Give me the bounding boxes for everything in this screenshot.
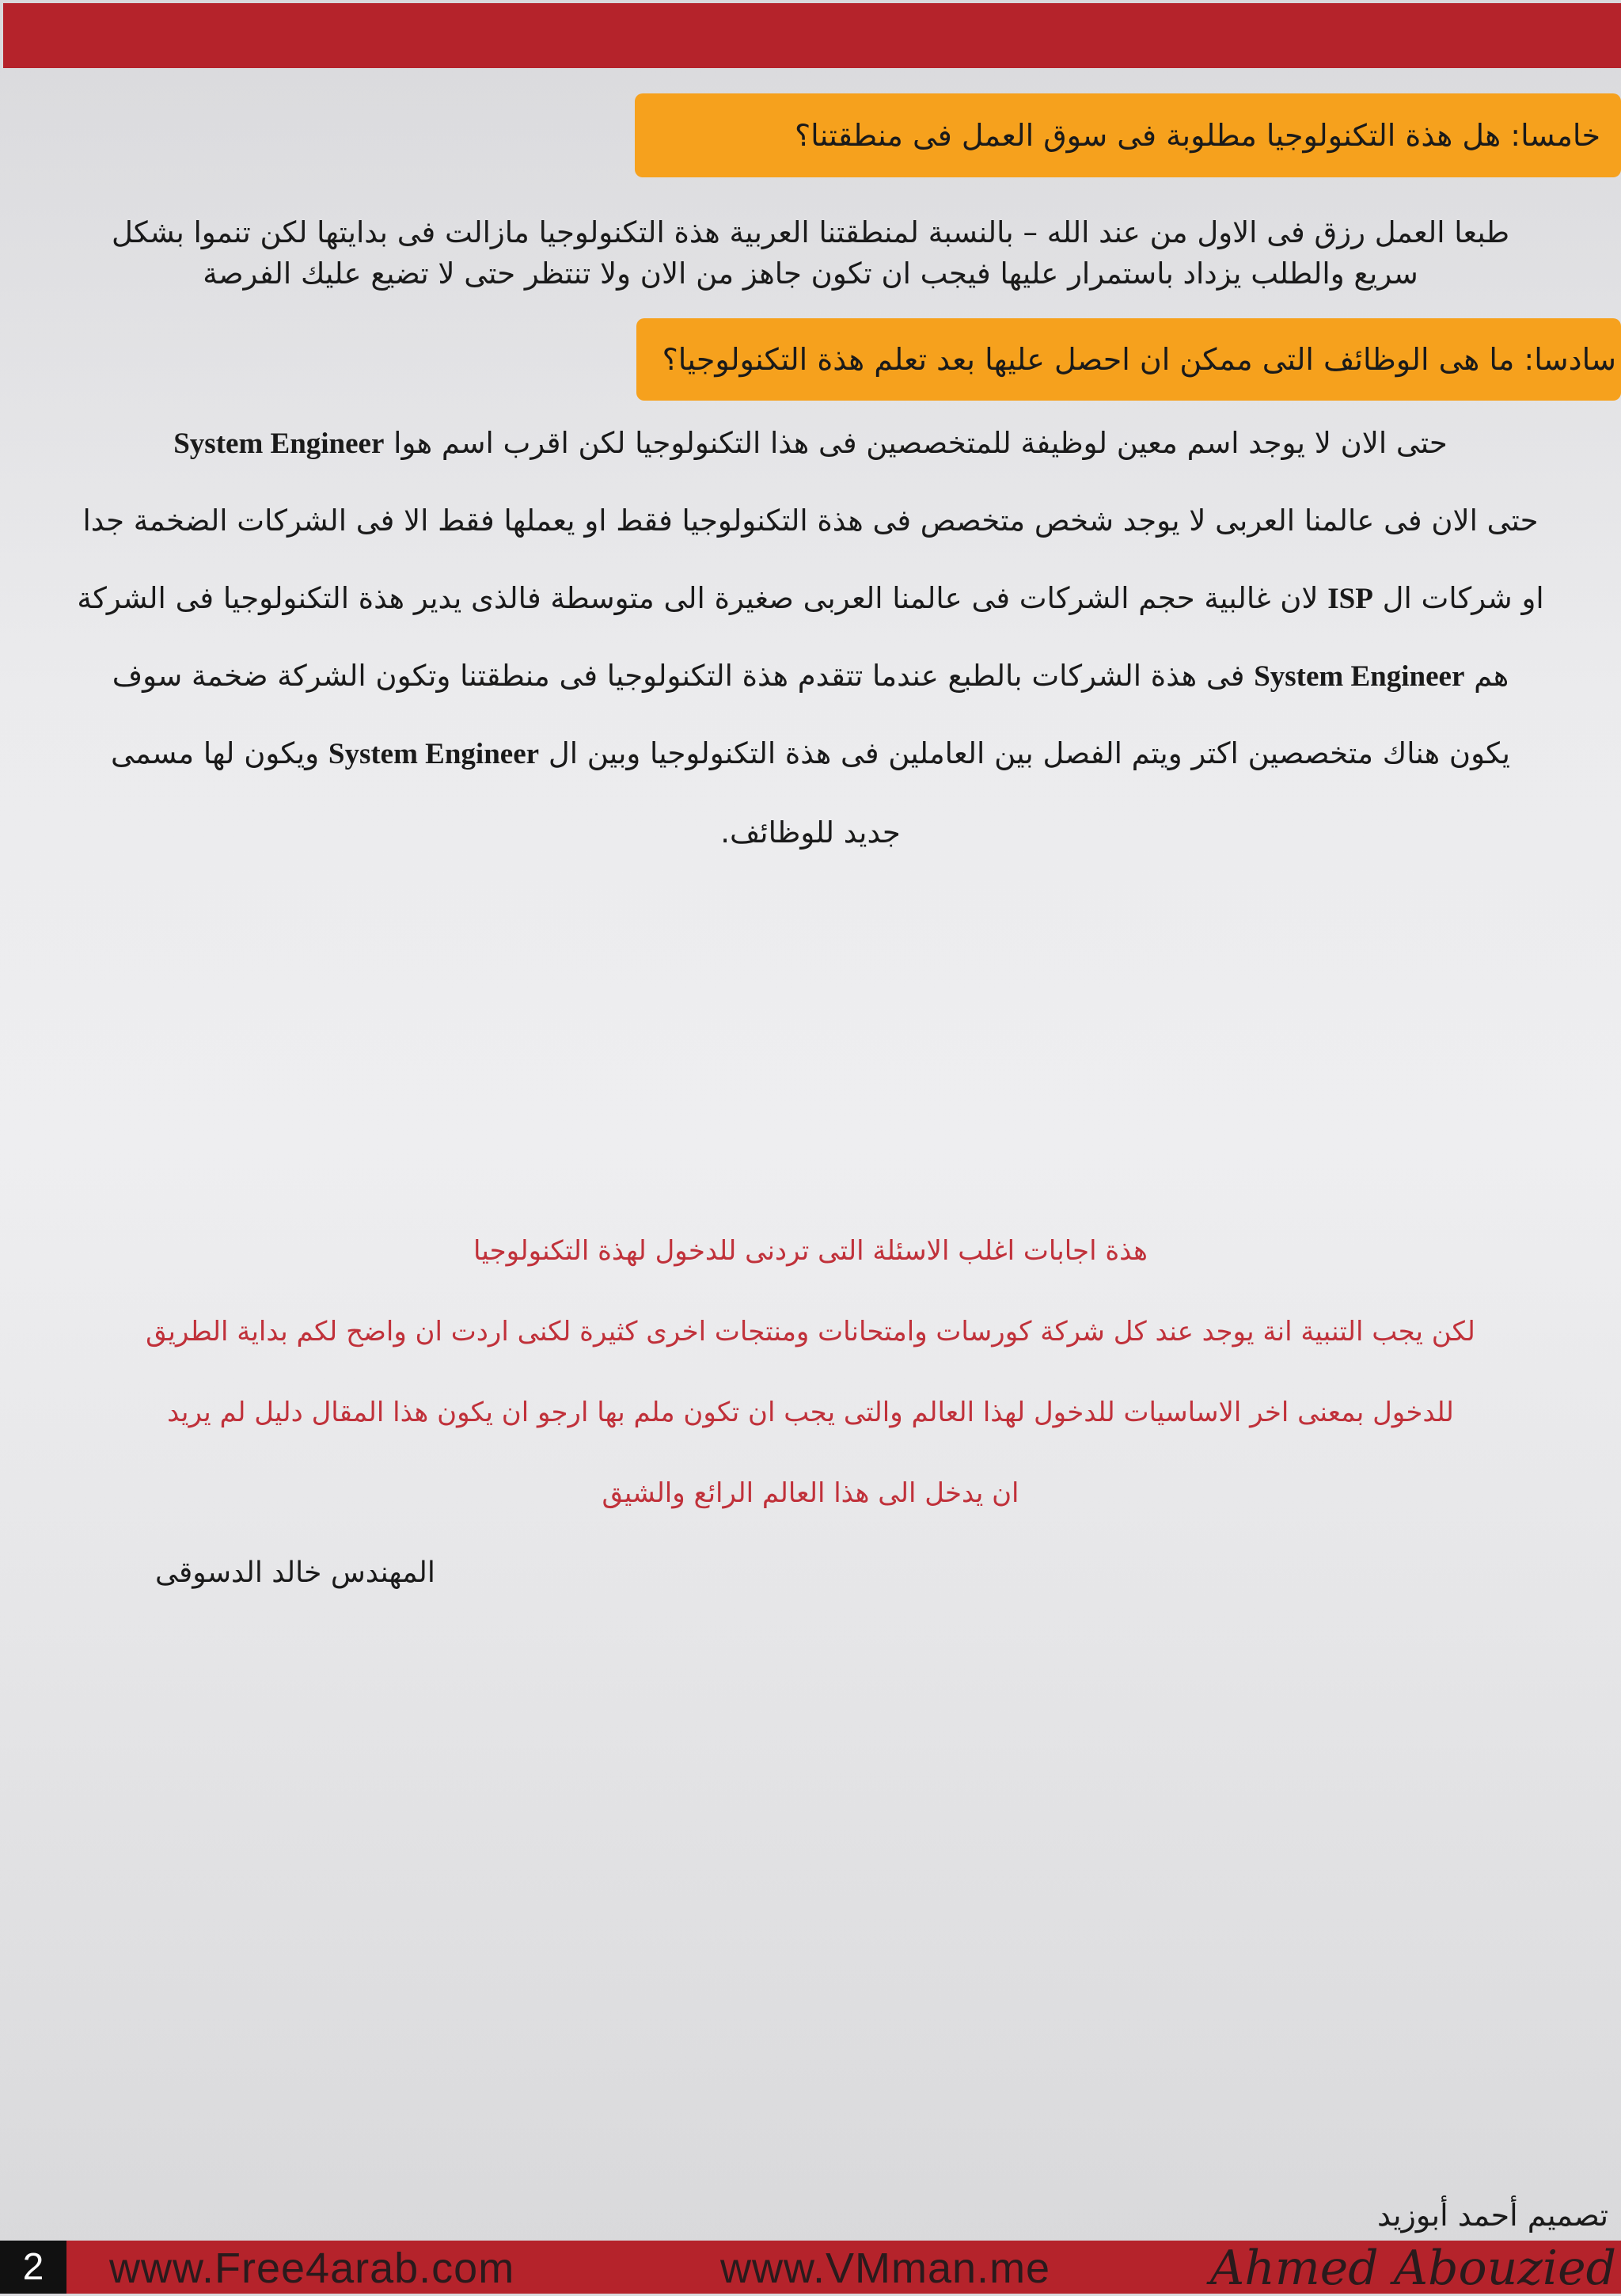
- answer-5-line-2: سريع والطلب يزداد باستمرار عليها فيجب ان تكون جاهز من الان ولا تنتظر حتى لا تضيع عليك الفرصة: [203, 257, 1418, 291]
- footer-link-free4arab[interactable]: www.Free4arab.com: [109, 2244, 515, 2292]
- answer-6-line-3-suffix: لان غالبية حجم الشركات فى عالمنا العربى صغيرة الى متوسطة فالذى يدير هذة التكنولوجيا فى الشركة: [77, 581, 1319, 615]
- answer-6-line-5: [32, 736, 1589, 771]
- system-engineer-term: System Engineer: [1254, 660, 1465, 693]
- answer-6-line-3: [16, 581, 1605, 616]
- closing-line-4: ان يدخل الى هذا العالم الرائع والشيق: [602, 1477, 1019, 1509]
- question-6-heading: [636, 318, 1621, 401]
- question-6-text: سادسا: ما هى الوظائف التى ممكن ان احصل عليها بعد تعلم هذة التكنولوجيا؟: [662, 342, 1616, 377]
- header-bar: [3, 3, 1621, 68]
- question-5-text: خامسا: هل هذة التكنولوجيا مطلوبة فى سوق العمل فى منطقتنا؟: [795, 118, 1600, 153]
- designer-credit: تصميم أحمد أبوزيد: [1377, 2198, 1609, 2233]
- answer-5-line-1: طبعا العمل رزق فى الاول من عند الله – بالنسبة لمنطقتنا العربية هذة التكنولوجيا مازالت فى بدايتها لكن تنموا بشكل: [111, 215, 1510, 249]
- author-signature: المهندس خالد الدسوقى: [155, 1557, 435, 1589]
- closing-line-3: للدخول بمعنى اخر الاساسيات للدخول لهذا العالم والتى يجب ان تكون ملم بها ارجو ان يكون هذا المقال دليل لم يريد: [167, 1397, 1454, 1428]
- answer-6-line-1: [32, 426, 1589, 461]
- answer-6-line-2: حتى الان فى عالمنا العربى لا يوجد شخص متخصص فى هذة التكنولوجيا فقط او يعملها فقط الا فى الشركات الضخمة جدا: [82, 504, 1539, 538]
- closing-line-2: لكن يجب التنبية انة يوجد عند كل شركة كورسات وامتحانات ومنتجات اخرى كثيرة لكنى اردت ان واضح لكم بداية الطريق: [146, 1316, 1475, 1348]
- answer-6-line-4: [24, 659, 1597, 694]
- answer-6-line-3-prefix: او شركات ال: [1382, 581, 1544, 615]
- answer-6-line-4-suffix: فى هذة الشركات بالطبع عندما تتقدم هذة التكنولوجيا فى منطقتنا وتكون الشركة ضخمة سوف: [112, 659, 1245, 693]
- footer-link-vmman[interactable]: www.VMman.me: [720, 2244, 1051, 2292]
- answer-6-line-5-suffix: ويكون لها مسمى: [111, 736, 320, 770]
- page-number: 2: [0, 2241, 66, 2294]
- answer-6-line-1-text: حتى الان لا يوجد اسم معين لوظيفة للمتخصصين فى هذا التكنولوجيا لكن اقرب اسم هوا: [393, 426, 1448, 460]
- isp-term: ISP: [1327, 583, 1373, 615]
- system-engineer-term: System Engineer: [328, 738, 540, 770]
- system-engineer-term: System Engineer: [173, 428, 385, 460]
- answer-6-line-5-prefix: يكون هناك متخصصين اكتر ويتم الفصل بين العاملين فى هذة التكنولوجيا وبين ال: [548, 736, 1510, 770]
- question-5-heading: [635, 93, 1621, 177]
- footer-author-name: Ahmed Abouzied: [1209, 2240, 1616, 2296]
- closing-line-1: هذة اجابات اغلب الاسئلة التى تردنى للدخول لهذة التكنولوجيا: [473, 1235, 1148, 1267]
- answer-6-line-4-prefix: هم: [1474, 659, 1509, 693]
- answer-6-line-6: جديد للوظائف.: [720, 815, 901, 850]
